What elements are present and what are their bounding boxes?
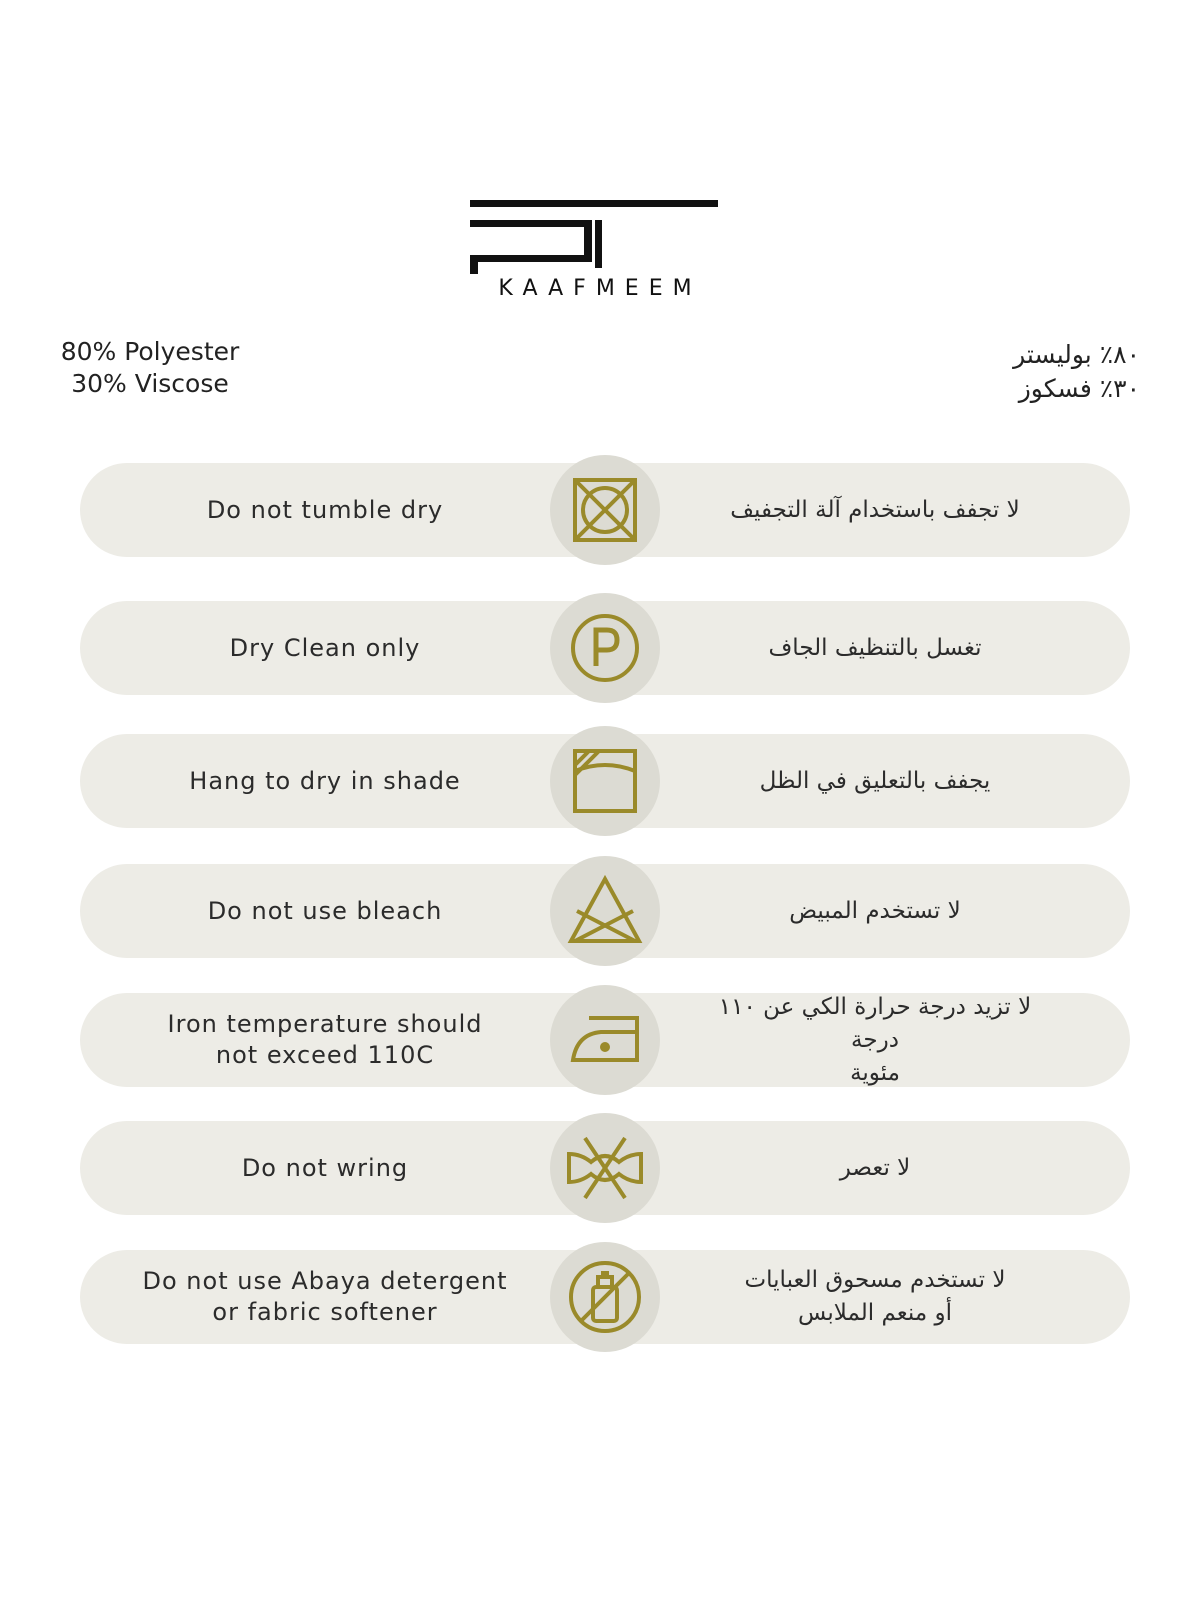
care-row-bleach xyxy=(80,864,1130,958)
dry-in-shade-icon xyxy=(565,741,645,821)
care-row-tumble-dry xyxy=(80,463,1130,557)
care-icon-circle xyxy=(550,726,660,836)
care-icon-circle xyxy=(550,455,660,565)
care-text-en: Do not tumble dry xyxy=(206,495,444,524)
care-icon-circle xyxy=(550,1113,660,1223)
no-bleach-icon xyxy=(565,871,645,951)
care-text-ar: لا تعصر xyxy=(839,1154,911,1181)
care-row-wring xyxy=(80,1121,1130,1215)
composition-ar-line: ٨٠٪ بوليستر xyxy=(1013,340,1140,369)
care-text-en: Dry Clean only xyxy=(229,633,421,662)
care-text-ar: تغسل بالتنظيف الجاف xyxy=(768,634,982,661)
care-text-en: Do not use Abaya detergent or fabric softener xyxy=(142,1267,508,1326)
dry-clean-p-icon xyxy=(565,608,645,688)
brand-logo xyxy=(470,200,730,310)
composition-en xyxy=(40,336,260,400)
composition-en-line: 80% Polyester xyxy=(60,337,240,366)
care-text-ar: يجفف بالتعليق في الظل xyxy=(759,767,991,794)
care-text-en: Do not wring xyxy=(241,1153,409,1182)
iron-low-icon xyxy=(565,1000,645,1080)
care-text-ar: لا تستخدم مسحوق العبايات أو منعم الملابس xyxy=(744,1267,1006,1326)
care-row-dry-clean xyxy=(80,601,1130,695)
composition-ar-line: ٣٠٪ فسكوز xyxy=(1018,374,1140,403)
composition-en-line: 30% Viscose xyxy=(71,369,229,398)
care-row-dry-shade xyxy=(80,734,1130,828)
care-text-ar: لا تجفف باستخدام آلة التجفيف xyxy=(730,496,1020,523)
care-icon-circle xyxy=(550,1242,660,1352)
care-text-en: Iron temperature should not exceed 110C xyxy=(167,1010,483,1069)
care-icon-circle xyxy=(550,593,660,703)
no-detergent-icon xyxy=(565,1257,645,1337)
brand-name: KAAFMEEM xyxy=(498,276,702,301)
care-text-en: Do not use bleach xyxy=(207,896,443,925)
care-icon-circle xyxy=(550,856,660,966)
no-wring-icon xyxy=(565,1128,645,1208)
care-icon-circle xyxy=(550,985,660,1095)
care-row-iron xyxy=(80,993,1130,1087)
care-row-detergent xyxy=(80,1250,1130,1344)
no-tumble-dry-icon xyxy=(565,470,645,550)
composition-ar xyxy=(840,338,1140,406)
brand-logo-mark xyxy=(470,200,730,280)
care-text-ar: لا تزيد درجة حرارة الكي عن ١١٠ درجة مئوية xyxy=(718,993,1032,1086)
care-text-en: Hang to dry in shade xyxy=(189,766,461,795)
care-text-ar: لا تستخدم المبيض xyxy=(789,897,961,924)
